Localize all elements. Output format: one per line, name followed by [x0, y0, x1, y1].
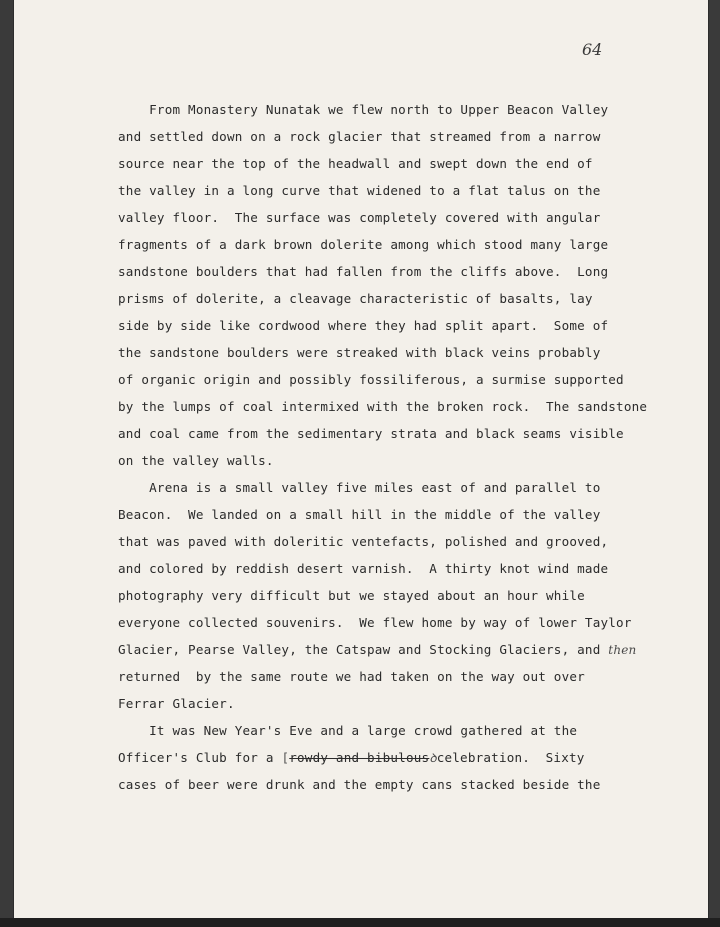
text-line: valley floor. The surface was completely covered with angular	[118, 210, 601, 225]
text-line: that was paved with doleritic ventefacts, polished and grooved,	[118, 534, 609, 549]
text-line: on the valley walls.	[118, 453, 274, 468]
text-line: and colored by reddish desert varnish. A thirty knot wind made	[118, 561, 609, 576]
text-line-with-insert	[118, 636, 678, 663]
handwritten-insert: then	[608, 643, 637, 657]
text-segment: celebration. Sixty	[436, 750, 585, 765]
text-segment: Officer's Club for a	[118, 750, 282, 765]
scan-border	[0, 918, 720, 927]
struck-text: rowdy and bibulous	[289, 750, 430, 765]
page-number: 64	[582, 40, 603, 59]
text-line: and settled down on a rock glacier that streamed from a narrow	[118, 129, 601, 144]
document-page	[14, 0, 708, 918]
text-line: Ferrar Glacier.	[118, 696, 235, 711]
delete-mark: ꝺ	[429, 751, 437, 765]
text-line: photography very difficult but we stayed about an hour while	[118, 588, 585, 603]
text-line: side by side like cordwood where they had split apart. Some of	[118, 318, 609, 333]
text-line: cases of beer were drunk and the empty cans stacked beside the	[118, 777, 601, 792]
text-line: sandstone boulders that had fallen from the cliffs above. Long	[118, 264, 609, 279]
text-line: Arena is a small valley five miles east of and parallel to	[118, 480, 601, 495]
text-line-with-deletion	[118, 744, 678, 771]
typed-body	[118, 96, 678, 798]
edit-bracket-mark: [	[281, 750, 290, 765]
text-line: returned by the same route we had taken on the way out over	[118, 669, 585, 684]
text-line: the sandstone boulders were streaked with black veins probably	[118, 345, 601, 360]
text-line: prisms of dolerite, a cleavage characteristic of basalts, lay	[118, 291, 593, 306]
text-line: It was New Year's Eve and a large crowd gathered at the	[118, 723, 578, 738]
text-line: and coal came from the sedimentary strata and black seams visible	[118, 426, 624, 441]
text-segment: Glacier, Pearse Valley, the Catspaw and Stocking Glaciers, and	[118, 642, 601, 657]
text-line: everyone collected souvenirs. We flew home by way of lower Taylor	[118, 615, 632, 630]
text-line: by the lumps of coal intermixed with the broken rock. The sandstone	[118, 399, 648, 414]
text-line: source near the top of the headwall and swept down the end of	[118, 156, 593, 171]
text-line: fragments of a dark brown dolerite among which stood many large	[118, 237, 609, 252]
text-line: Beacon. We landed on a small hill in the middle of the valley	[118, 507, 601, 522]
text-line: the valley in a long curve that widened to a flat talus on the	[118, 183, 601, 198]
text-line: From Monastery Nunatak we flew north to Upper Beacon Valley	[118, 102, 609, 117]
text-line: of organic origin and possibly fossiliferous, a surmise supported	[118, 372, 624, 387]
